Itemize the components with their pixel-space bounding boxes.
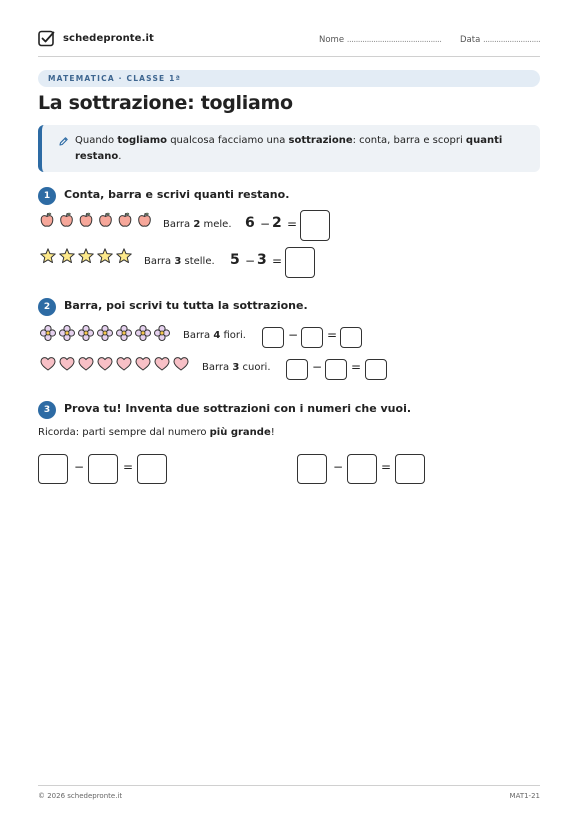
instruction bbox=[144, 256, 215, 267]
minuend-box[interactable] bbox=[38, 454, 68, 484]
section-number: 2 bbox=[38, 298, 56, 316]
equals-sign: = bbox=[272, 254, 283, 268]
instruction-text: stelle. bbox=[181, 256, 215, 267]
heart-icon bbox=[136, 358, 150, 370]
instruction-text: Barra bbox=[144, 256, 175, 267]
flower-row bbox=[40, 325, 175, 341]
page-title: La sottrazione: togliamo bbox=[38, 92, 293, 114]
date-dots: .......................... bbox=[483, 35, 541, 45]
minuend-box[interactable] bbox=[297, 454, 327, 484]
instruction-text: fiori. bbox=[220, 330, 246, 341]
heart-icons bbox=[40, 356, 195, 372]
star-row bbox=[40, 248, 135, 264]
heart-row bbox=[40, 356, 195, 372]
apple-icon bbox=[41, 213, 53, 226]
hint-bold: più grande bbox=[209, 427, 271, 438]
star-icon bbox=[41, 249, 55, 263]
callout-text-part: . bbox=[118, 151, 122, 162]
equals-sign: = bbox=[287, 217, 298, 231]
heart-icon bbox=[174, 358, 188, 370]
section-number: 3 bbox=[38, 401, 56, 419]
section-number: 1 bbox=[38, 187, 56, 205]
footer-code: MAT1-21 bbox=[509, 792, 540, 800]
answer-box[interactable] bbox=[300, 210, 330, 241]
logo-checkbox-icon bbox=[38, 30, 55, 47]
flower-icon bbox=[60, 326, 75, 341]
instruction-number: 2 bbox=[193, 219, 201, 230]
instruction bbox=[202, 362, 271, 373]
callout-text-part: Quando bbox=[75, 135, 118, 146]
subtrahend-box[interactable] bbox=[301, 327, 323, 348]
result-box[interactable] bbox=[340, 327, 362, 348]
apple-icon bbox=[100, 213, 112, 226]
callout-bold: sottrazione bbox=[288, 135, 353, 146]
minus-sign: − bbox=[288, 328, 299, 342]
heart-icon bbox=[41, 358, 55, 370]
minuend-box[interactable] bbox=[286, 359, 308, 380]
callout-bold: quanti restano bbox=[75, 135, 503, 162]
instruction-text: Barra bbox=[183, 330, 214, 341]
apple-icons bbox=[40, 212, 155, 228]
heart-icon bbox=[60, 358, 74, 370]
instruction-text: Barra bbox=[202, 362, 233, 373]
subtrahend-box[interactable] bbox=[347, 454, 377, 484]
footer-copyright: © 2026 schedepronte.it bbox=[38, 792, 123, 800]
minus-sign: − bbox=[245, 254, 256, 268]
flower-icon bbox=[136, 326, 151, 341]
apple-icon bbox=[139, 213, 151, 226]
equation-subtrahend: 2 bbox=[272, 215, 282, 231]
result-box[interactable] bbox=[137, 454, 167, 484]
star-icon bbox=[98, 249, 112, 263]
flower-icon bbox=[41, 326, 56, 341]
star-icon bbox=[117, 249, 131, 263]
instruction-text: Barra bbox=[163, 219, 194, 230]
flower-icon bbox=[117, 326, 132, 341]
equation-subtrahend: 3 bbox=[257, 252, 267, 268]
name-dots: ........................................... bbox=[346, 35, 442, 45]
hint-text bbox=[38, 427, 275, 438]
footer-divider bbox=[38, 785, 540, 786]
instruction-text: cuori. bbox=[239, 362, 271, 373]
callout-text-part: qualcosa facciamo una bbox=[167, 135, 289, 146]
minus-sign: − bbox=[312, 360, 323, 374]
flower-icon bbox=[155, 326, 170, 341]
date-field[interactable] bbox=[460, 35, 540, 45]
equals-sign: = bbox=[123, 460, 134, 474]
answer-box[interactable] bbox=[285, 247, 315, 278]
flower-icons bbox=[40, 325, 175, 341]
apple-icon bbox=[119, 213, 131, 226]
minus-sign: − bbox=[260, 217, 271, 231]
instruction-text: mele. bbox=[200, 219, 232, 230]
minuend-box[interactable] bbox=[262, 327, 284, 348]
instruction-number: 4 bbox=[213, 330, 221, 341]
equals-sign: = bbox=[351, 360, 362, 374]
apple-icon bbox=[61, 213, 73, 226]
name-label: Nome bbox=[319, 35, 345, 45]
equation-minuend: 6 bbox=[245, 215, 255, 231]
equals-sign: = bbox=[381, 460, 392, 474]
instruction-number: 3 bbox=[232, 362, 240, 373]
heart-icon bbox=[98, 358, 112, 370]
flower-icon bbox=[79, 326, 94, 341]
result-box[interactable] bbox=[395, 454, 425, 484]
section-title: Prova tu! Inventa due sottrazioni con i numeri che vuoi. bbox=[64, 402, 412, 415]
equals-sign: = bbox=[327, 328, 338, 342]
brand-name: schedepronte.it bbox=[63, 33, 154, 44]
heart-icon bbox=[117, 358, 131, 370]
equation-minuend: 5 bbox=[230, 252, 240, 268]
instruction bbox=[163, 219, 232, 230]
star-icon bbox=[79, 249, 93, 263]
callout-text bbox=[75, 133, 515, 165]
flower-icon bbox=[98, 326, 113, 341]
pencil-icon bbox=[58, 136, 69, 147]
subject-pill: MATEMATICA · CLASSE 1ª bbox=[38, 70, 540, 87]
minus-sign: − bbox=[333, 460, 344, 474]
star-icons bbox=[40, 248, 135, 264]
instruction-number: 3 bbox=[174, 256, 182, 267]
minus-sign: − bbox=[74, 460, 85, 474]
header-divider bbox=[38, 56, 540, 57]
section-title: Barra, poi scrivi tu tutta la sottrazione. bbox=[64, 299, 308, 312]
apple-row bbox=[40, 212, 155, 228]
name-field[interactable] bbox=[319, 35, 441, 45]
subtrahend-box[interactable] bbox=[325, 359, 347, 380]
instruction bbox=[183, 330, 246, 341]
result-box[interactable] bbox=[365, 359, 387, 380]
date-label: Data bbox=[460, 35, 481, 45]
subtrahend-box[interactable] bbox=[88, 454, 118, 484]
star-icon bbox=[60, 249, 74, 263]
callout-text-part: : conta, barra e scopri bbox=[352, 135, 466, 146]
hint-text-part: ! bbox=[270, 427, 275, 438]
apple-icon bbox=[80, 213, 92, 226]
section-title: Conta, barra e scrivi quanti restano. bbox=[64, 188, 290, 201]
callout-bold: togliamo bbox=[117, 135, 168, 146]
info-callout bbox=[38, 125, 540, 172]
heart-icon bbox=[155, 358, 169, 370]
hint-text-part: Ricorda: parti sempre dal numero bbox=[38, 427, 210, 438]
heart-icon bbox=[79, 358, 93, 370]
